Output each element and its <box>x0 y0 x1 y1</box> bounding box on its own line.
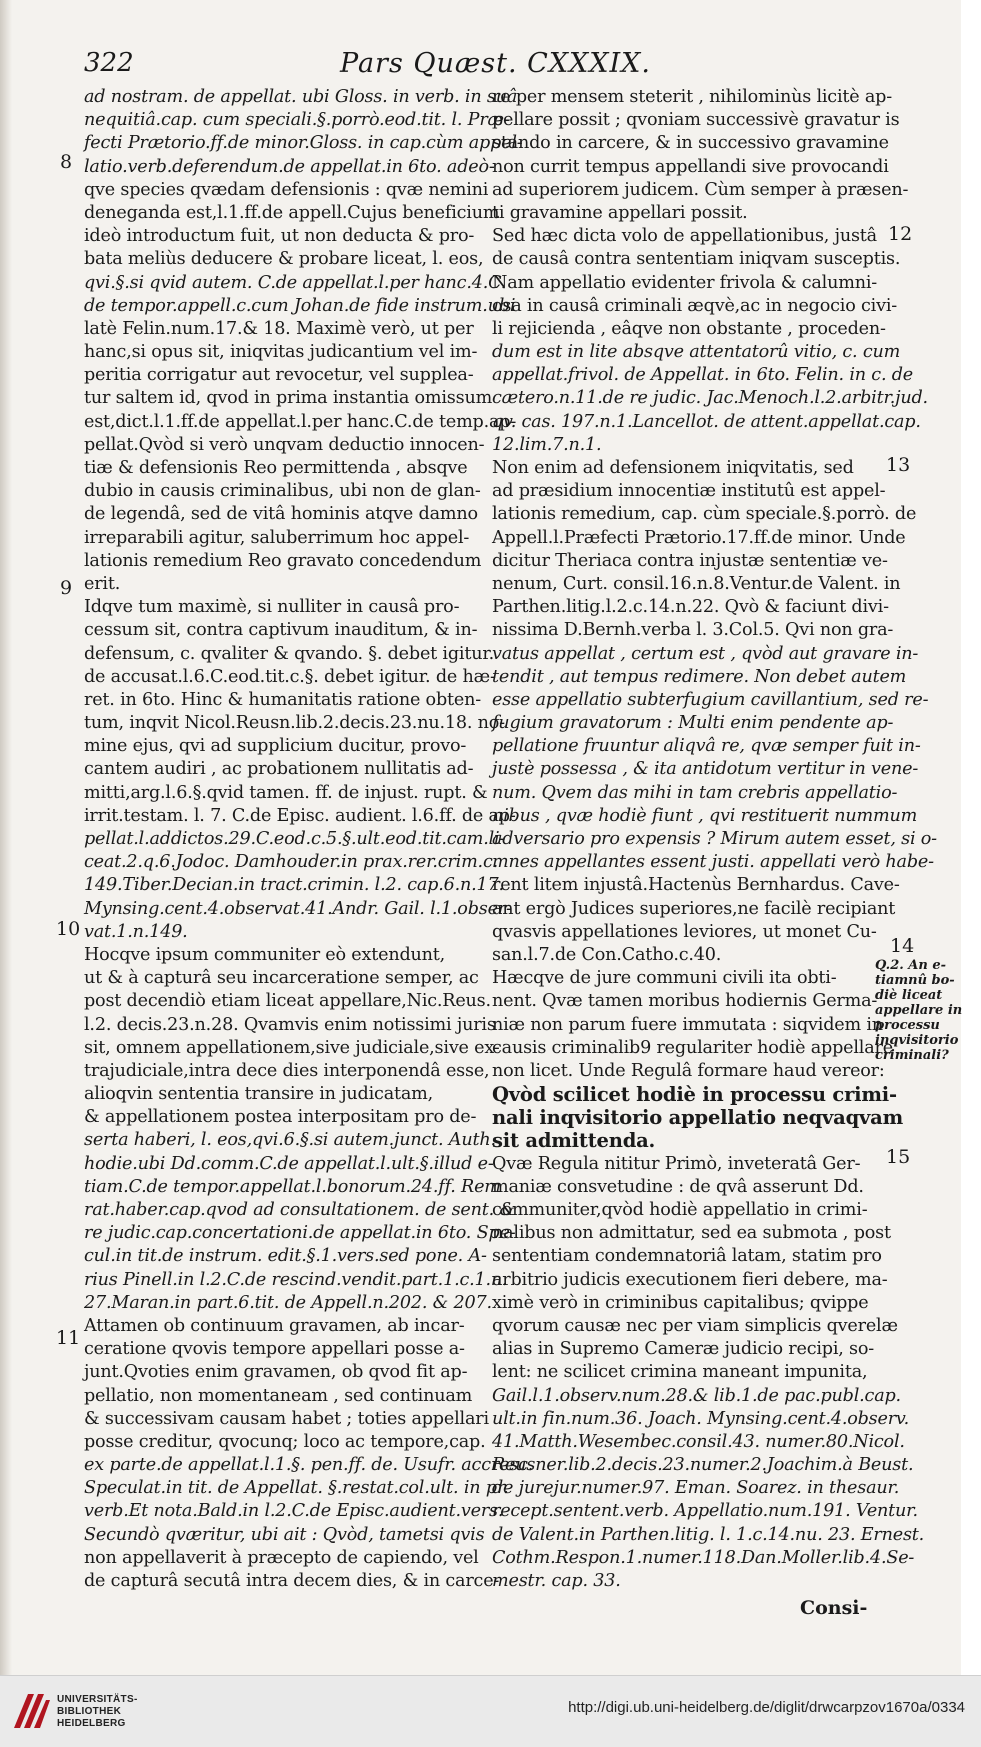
text-line: Speculat.in tit. de Appellat. §.restat.col.ult. in pr. <box>84 1478 509 1499</box>
margin-number: 11 <box>56 1327 81 1349</box>
text-line: justè possessa , & ita antidotum vertitur in vene- <box>492 759 919 780</box>
text-line: ideò introductum fuit, ut non deducta & pro- <box>84 226 475 247</box>
text-line: rent litem injustâ.Hactenùs Bernhardus. Cave- <box>492 875 900 896</box>
text-line: sit admittenda. <box>492 1129 656 1153</box>
margin-number: 9 <box>60 577 73 599</box>
text-line: tendit , aut tempus redimere. Non debet autem <box>492 666 907 687</box>
text-line: junt.Qvoties enim gravamen, ob qvod fit ap- <box>84 1362 468 1383</box>
running-head: Pars Quæst. CXXXIX. <box>340 48 651 79</box>
text-line: post decendiò etiam liceat appellare,Nic.Reus. <box>84 991 491 1012</box>
page-edge <box>961 0 981 1675</box>
text-line: mitti,arg.l.6.§.qvid tamen. ff. de injust. rupt. & <box>84 782 488 803</box>
text-line: rat.haber.cap.qvod ad consultationem. de sent. & <box>84 1200 515 1220</box>
text-line: re judic.cap.concertationi.de appellat.in 6to. Spe- <box>84 1223 516 1244</box>
text-line: serta haberi, l. eos,qvi.6.§.si autem.junct. Auth. <box>84 1130 496 1151</box>
text-line: re per mensem steterit , nihilominùs licitè ap- <box>492 87 892 107</box>
text-line: sententiam condemnatoriâ latam, statim pro <box>492 1246 882 1267</box>
text-line: vatus appellat , certum est , qvòd aut gravare in- <box>492 643 919 664</box>
footer-bar <box>0 1675 981 1747</box>
text-line: Nam appellatio evidenter frivola & calumni- <box>492 272 878 293</box>
text-line: num. Qvem das mihi in tam crebris appellatio- <box>492 782 898 803</box>
text-line: mestr. cap. 33. <box>492 1571 621 1591</box>
text-line: Idqve tum maximè, si nulliter in causâ pro- <box>84 597 460 618</box>
text-line: lationis remedium, cap. cùm speciale.§.porrò. de <box>492 504 917 525</box>
text-line: fugium gravatorum : Multi enim pendente ap- <box>492 713 894 734</box>
text-line: ad nostram. de appellat. ubi Gloss. in verb. in suâ <box>84 87 518 107</box>
text-line: pellat.l.addictos.29.C.eod.c.5.§.ult.eod.tit.cam.li- <box>84 829 506 849</box>
text-line: adversario pro expensis ? Mirum autem esset, si o- <box>492 829 937 849</box>
text-line: Appell.l.Præfecti Prætorio.17.ff.de minor. Unde <box>492 527 906 548</box>
text-line: qve species qvædam defensionis : qvæ nemini <box>84 179 489 200</box>
text-line: & successivam causam habet ; toties appellari <box>84 1408 489 1429</box>
text-line: nibus , qvæ hodiè fiunt , qvi restituerit nummum <box>492 805 918 826</box>
text-line: 41.Matth.Wesembec.consil.43. numer.80.Nicol. <box>492 1431 905 1452</box>
text-line: de tempor.appell.c.cum Johan.de fide instrum.ubi <box>84 295 516 316</box>
library-name: UNIVERSITÄTS- BIBLIOTHEK HEIDELBERG <box>57 1694 138 1729</box>
text-line: qvi.§.si qvid autem. C.de appellat.l.per hanc.4.C. <box>84 272 507 293</box>
text-line: ceratione qvovis tempore appellari posse a- <box>84 1339 465 1360</box>
text-line: non appellaverit à præcepto de capiendo, vel <box>84 1547 479 1568</box>
text-line: cessum sit, contra captivum inauditum, & in- <box>84 620 478 641</box>
text-line: Hæcqve de jure communi civili ita obti- <box>492 968 837 989</box>
text-line: Mynsing.cent.4.observat.41.Andr. Gail. l.1.obser- <box>84 898 512 919</box>
text-line: de causâ contra sententiam iniqvam susceptis. <box>492 249 901 270</box>
text-line: nali inqvisitorio appellatio neqvaqvam <box>492 1106 904 1130</box>
text-line: erit. <box>84 573 121 594</box>
text-line: alias in Supremo Cameræ judicio recipi, so- <box>492 1339 875 1360</box>
text-line: latè Felin.num.17.& 18. Maximè verò, ut per <box>84 318 474 339</box>
library-logo-icon <box>10 1688 52 1734</box>
text-line: alioqvin sententia transire in judicatam, <box>84 1084 434 1105</box>
text-line: pellat.Qvòd si verò unqvam deductio innocen- <box>84 434 485 455</box>
margin-number: 12 <box>888 223 913 245</box>
text-line: rius Pinell.in l.2.C.de rescind.vendit.part.1.c.1.n. <box>84 1269 508 1290</box>
text-line: dum est in lite absqve attentatorû vitio, c. cum <box>492 342 901 363</box>
text-line: Cothm.Respon.1.numer.118.Dan.Moller.lib.4.Se- <box>492 1547 915 1568</box>
text-line: posse creditur, qvocunq; loco ac tempore,cap. <box>84 1431 486 1452</box>
text-line: mnes appellantes essent justi. appellati verò habe- <box>492 852 934 873</box>
text-line: fecti Prætorio.ff.de minor.Gloss. in cap.cùm appel- <box>84 133 523 154</box>
text-line: 27.Maran.in part.6.tit. de Appell.n.202. & 207. <box>84 1292 492 1313</box>
text-line: irrit.testam. l. 7. C.de Episc. audient. l.6.ff. de ap- <box>84 805 516 826</box>
text-line: vat.1.n.149. <box>84 921 188 942</box>
text-line: verb.Et nota.Bald.in l.2.C.de Episc.audient.vers. <box>84 1501 504 1522</box>
text-line: tur saltem id, qvod in prima instantia omissum <box>84 388 493 409</box>
text-line: hodie.ubi Dd.comm.C.de appellat.l.ult.§.illud e- <box>84 1153 494 1174</box>
margin-number: 10 <box>56 918 81 940</box>
text-line: ximè verò in criminibus capitalibus; qvippe <box>492 1292 869 1313</box>
text-line: pellatio, non momentaneam , sed continuam <box>84 1385 473 1406</box>
text-line: peritia corrigatur aut revocetur, vel supplea- <box>84 365 474 386</box>
text-line: est,dict.l.1.ff.de appellat.l.per hanc.C.de temp.ap- <box>84 411 517 432</box>
text-line: irreparabili agitur, saluberrimum hoc appel- <box>84 527 470 548</box>
text-line: non currit tempus appellandi sive provocandi <box>492 156 889 177</box>
text-line: stando in carcere, & in successivo gravamine <box>492 133 889 154</box>
text-line: Qvòd scilicet hodiè in processu crimi- <box>492 1083 897 1107</box>
margin-number: 8 <box>60 151 73 173</box>
margin-note: Q.2. An e-tiamnû bo-diè liceat appellare in processu inqvisitorio criminali? <box>875 958 963 1063</box>
text-line: l.2. decis.23.n.28. Qvamvis enim notissimi juris <box>84 1014 496 1035</box>
text-line: mine ejus, qvi ad supplicium ducitur, provo- <box>84 736 467 757</box>
text-line: ant ergò Judices superiores,ne facilè recipiant <box>492 898 896 919</box>
margin-number: 14 <box>890 935 915 957</box>
text-line: nequitiâ.cap. cum speciali.§.porrò.eod.tit. l. Præ- <box>84 110 510 131</box>
text-line: maniæ consvetudine : de qvâ asserunt Dd. <box>492 1176 864 1197</box>
text-line: Secundò qværitur, ubi ait : Qvòd, tametsi qvis <box>84 1524 485 1545</box>
text-line: qvorum causæ nec per viam simplicis qverelæ <box>492 1315 898 1336</box>
text-line: communiter,qvòd hodiè appellatio in crimi- <box>492 1200 868 1220</box>
text-line: Hocqve ipsum communiter eò extendunt, <box>84 944 446 965</box>
text-line: li rejicienda , eâqve non obstante , proceden- <box>492 318 886 339</box>
text-line: nissima D.Bernh.verba l. 3.Col.5. Qvi non gra- <box>492 620 894 641</box>
text-line: ti gravamine appellari possit. <box>492 202 748 223</box>
text-line: cætero.n.11.de re judic. Jac.Menoch.l.2.arbitr.jud. <box>492 388 928 409</box>
text-line: de jurejur.numer.97. Eman. Soarez. in thesaur. <box>492 1478 900 1499</box>
text-line: 149.Tiber.Decian.in tract.crimin. l.2. cap.6.n.17. <box>84 875 504 896</box>
text-line: ad præsidium innocentiæ institutû est appel- <box>492 481 886 502</box>
text-line: lent: ne scilicet crimina maneant impunita, <box>492 1362 868 1383</box>
text-line: deneganda est,l.1.ff.de appell.Cujus beneficium <box>84 202 500 223</box>
text-line: Parthen.litig.l.2.c.14.n.22. Qvò & faciunt divi- <box>492 597 889 618</box>
catchword: Consi- <box>800 1597 868 1619</box>
text-line: bata meliùs deducere & probare liceat, l. eos, <box>84 249 484 270</box>
margin-number: 15 <box>886 1146 911 1168</box>
text-line: tum, inqvit Nicol.Reusn.lib.2.decis.23.nu.18. no- <box>84 713 505 734</box>
text-line: defensum, c. qvaliter & qvando. §. debet igitur. <box>84 643 495 664</box>
text-line: cantem audiri , ac probationem nullitatis ad- <box>84 759 474 780</box>
text-line: dicitur Theriaca contra injustæ sententiæ ve- <box>492 550 888 571</box>
text-line: ut & à capturâ seu incarceratione semper, ac <box>84 968 479 989</box>
text-line: hanc,si opus sit, iniqvitas judicantium vel im- <box>84 342 478 363</box>
text-line: Reusner.lib.2.decis.23.numer.2.Joachim.à Beust. <box>492 1455 914 1476</box>
text-line: qv. cas. 197.n.1.Lancellot. de attent.appellat.cap. <box>492 411 921 432</box>
text-line: de legendâ, sed de vitâ hominis atqve damno <box>84 504 478 525</box>
text-line: nent. Qvæ tamen moribus hodiernis Germa- <box>492 991 878 1012</box>
text-line: arbitrio judicis executionem fieri debere, ma- <box>492 1269 888 1290</box>
text-line: ret. in 6to. Hinc & humanitatis ratione obten- <box>84 689 481 710</box>
text-line: tiam.C.de tempor.appellat.l.bonorum.24.ff. Rem <box>84 1176 501 1197</box>
text-line: qvasvis appellationes leviores, ut monet Cu- <box>492 921 877 942</box>
text-line: dubio in causis criminalibus, ubi non de glan- <box>84 481 481 502</box>
text-line: osa in causâ criminali æqvè,ac in negocio civi- <box>492 295 897 316</box>
text-line: causis criminalib9 regulariter hodiè appellare <box>492 1037 893 1058</box>
text-line: Attamen ob continuum gravamen, ab incar- <box>84 1315 465 1336</box>
page-number: 322 <box>84 48 134 78</box>
margin-number: 13 <box>886 454 911 476</box>
text-line: lationis remedium Reo gravato concedendum <box>84 550 482 571</box>
text-line: san.l.7.de Con.Catho.c.40. <box>492 944 722 965</box>
text-line: Qvæ Regula nititur Primò, inveteratâ Ger- <box>492 1153 861 1174</box>
text-line: non licet. Unde Regulâ formare haud vereor: <box>492 1060 885 1081</box>
text-line: ceat.2.q.6.Jodoc. Damhouder.in prax.rer.crim.c. <box>84 852 498 873</box>
text-line: appellat.frivol. de Appellat. in 6to. Felin. in c. de <box>492 365 914 386</box>
text-line: Non enim ad defensionem iniqvitatis, sed <box>492 458 854 478</box>
text-line: Gail.l.1.observ.num.28.& lib.1.de pac.publ.cap. <box>492 1385 901 1406</box>
page-header <box>70 48 651 88</box>
text-line: de Valent.in Parthen.litig. l. 1.c.14.nu. 23. Ernest. <box>492 1524 925 1545</box>
text-line: nalibus non admittatur, sed ea submota , post <box>492 1223 891 1244</box>
text-line: Sed hæc dicta volo de appellationibus, justâ <box>492 226 877 247</box>
text-line: 12.lim.7.n.1. <box>492 434 602 455</box>
text-line: nenum, Curt. consil.16.n.8.Ventur.de Valent. in <box>492 573 901 594</box>
text-line: de capturâ secutâ intra decem dies, & in carce- <box>84 1571 500 1591</box>
left-column <box>84 86 534 1593</box>
text-line: de accusat.l.6.C.eod.tit.c.§. debet igitur. de hæ- <box>84 666 496 687</box>
text-line: & appellationem postea interpositam pro de- <box>84 1107 477 1128</box>
text-line: trajudiciale,intra dece dies interponendâ esse, <box>84 1060 490 1081</box>
text-line: cul.in tit.de instrum. edit.§.1.vers.sed pone. A- <box>84 1246 487 1267</box>
text-line: ad superiorem judicem. Cùm semper à præsen- <box>492 179 909 200</box>
text-line: esse appellatio subterfugium cavillantium, sed re- <box>492 689 929 710</box>
text-line: latio.verb.deferendum.de appellat.in 6to. adeò- <box>84 156 495 177</box>
text-line: niæ non parum fuere immutata : siqvidem in <box>492 1014 883 1035</box>
text-line: pellatione fruuntur aliqvâ re, qvæ semper fuit in- <box>492 736 921 757</box>
text-line: ult.in fin.num.36. Joach. Mynsing.cent.4.observ. <box>492 1408 909 1429</box>
text-line: tiæ & defensionis Reo permittenda , absqve <box>84 458 468 478</box>
text-line: ex parte.de appellat.l.1.§. pen.ff. de. Usufr. accresc. <box>84 1455 534 1476</box>
text-line: sit, omnem appellationem,sive judiciale,sive ex- <box>84 1037 500 1058</box>
page-gutter-shadow <box>0 0 12 1675</box>
source-url-link[interactable]: http://digi.ub.uni-heidelberg.de/diglit/drwcarpzov1670a/0334 <box>568 1699 965 1716</box>
text-line: pellare possit ; qvoniam successivè gravatur is <box>492 110 900 131</box>
text-line: recept.sentent.verb. Appellatio.num.191. Ventur. <box>492 1501 918 1522</box>
